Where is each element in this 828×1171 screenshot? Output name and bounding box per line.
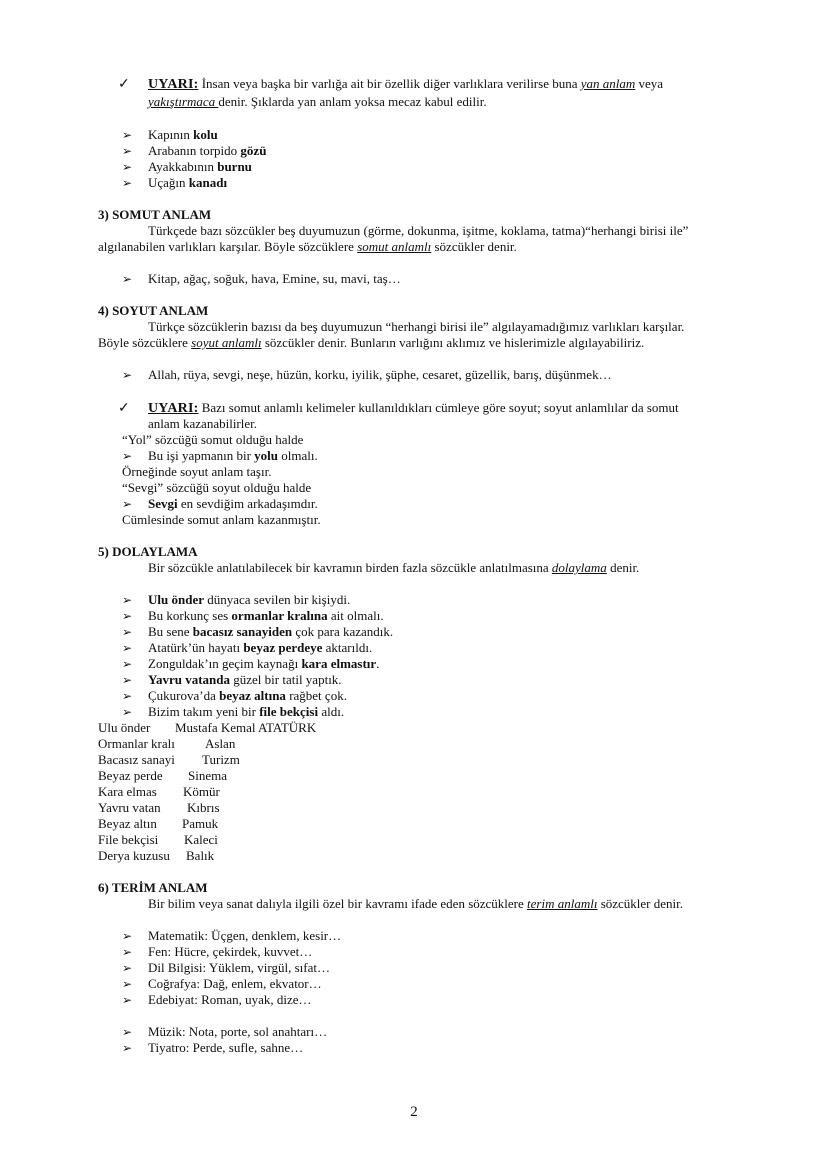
warning-text: veya (635, 76, 664, 91)
item-text: Arabanın torpido (148, 143, 241, 158)
term-somut-anlamli: somut anlamlı (357, 239, 432, 254)
item-bold: file bekçisi (259, 704, 319, 719)
paragraph-text: denir. (606, 560, 640, 575)
item-text: ait olmalı. (327, 608, 384, 623)
item-bold: bacasız sanayiden (192, 624, 293, 639)
pair-row (98, 720, 317, 736)
paragraph-line: Türkçe sözcüklerin bazısı da beş duyumuzun “herhangi birisi ile” algılayamadığımız varlıkları karşılar. (148, 319, 685, 334)
term-yan-anlam: yan anlam (580, 76, 636, 91)
term-yakistirmaca: yakıştırmaca (148, 94, 219, 109)
pair-term: Beyaz altın (98, 816, 157, 831)
list-item (148, 592, 350, 608)
pair-term: Derya kuzusu (98, 848, 170, 863)
paragraph-text: sözcükler denir. Bunların varlığını aklımız ve hislerimizle algılayabiliriz. (261, 335, 645, 350)
warning-text: İnsan veya başka bir varlığa ait bir özellik diğer varlıklara verilirse buna (198, 76, 581, 91)
list-item: Müzik: Nota, porte, sol anahtarı… (148, 1024, 328, 1039)
list-item (148, 143, 266, 159)
item-text: . (376, 656, 380, 671)
arrow-bullet-icon: ➢ (122, 272, 133, 286)
item-text: rağbet çok. (285, 688, 347, 703)
section-heading-terim: 6) TERİM ANLAM (98, 880, 208, 895)
paragraph-text: sözcükler denir. (597, 896, 684, 911)
paragraph-line (98, 239, 517, 255)
arrow-bullet-icon: ➢ (122, 673, 133, 687)
item-text: Atatürk’ün hayatı (148, 640, 244, 655)
paragraph-text: Bir bilim veya sanat dalıyla ilgili özel bir kavramı ifade eden sözcüklere (148, 896, 528, 911)
list-item (148, 688, 347, 704)
item-text: Bu işi yapmanın bir (148, 448, 255, 463)
pair-meaning: Pamuk (182, 816, 219, 831)
pair-meaning: Kömür (183, 784, 220, 799)
pair-row (98, 832, 218, 848)
section-heading-somut: 3) SOMUT ANLAM (98, 207, 212, 222)
item-text: Uçağın (148, 175, 189, 190)
item-text: en sevdiğim arkadaşımdır. (177, 496, 318, 511)
arrow-bullet-icon: ➢ (122, 977, 133, 991)
arrow-bullet-icon: ➢ (122, 993, 133, 1007)
example-intro: “Yol” sözcüğü somut olduğu halde (122, 432, 304, 447)
paragraph-text: Böyle sözcüklere (98, 335, 192, 350)
item-text: Bizim takım yeni bir (148, 704, 260, 719)
list-item: Kitap, ağaç, soğuk, hava, Emine, su, mavi, taş… (148, 271, 401, 286)
pair-row (98, 816, 219, 832)
arrow-bullet-icon: ➢ (122, 929, 133, 943)
item-text: Bu sene (148, 624, 193, 639)
arrow-bullet-icon: ➢ (122, 160, 133, 174)
list-item: Matematik: Üçgen, denklem, kesir… (148, 928, 342, 943)
arrow-bullet-icon: ➢ (122, 945, 133, 959)
paragraph-line (148, 560, 639, 576)
item-bold: beyaz perdeye (243, 640, 323, 655)
page-number: 2 (410, 1104, 418, 1120)
list-item (148, 496, 318, 512)
item-text: Çukurova’da (148, 688, 220, 703)
list-item (148, 448, 318, 464)
example-note: Örneğinde soyut anlam taşır. (122, 464, 272, 479)
item-bold: kara elmastır (301, 656, 377, 671)
item-text: olmalı. (278, 448, 318, 463)
item-bold: yolu (254, 448, 279, 463)
list-item (148, 608, 384, 624)
pair-meaning: Aslan (205, 736, 236, 751)
arrow-bullet-icon: ➢ (122, 1041, 133, 1055)
warning-text-line2: anlam kazanabilirler. (148, 416, 258, 431)
pair-row (98, 800, 220, 816)
list-item: Edebiyat: Roman, uyak, dize… (148, 992, 312, 1007)
arrow-bullet-icon: ➢ (122, 961, 133, 975)
item-bold: kolu (193, 127, 218, 142)
pair-term: Bacasız sanayi (98, 752, 175, 767)
arrow-bullet-icon: ➢ (122, 705, 133, 719)
section-heading-soyut: 4) SOYUT ANLAM (98, 303, 209, 318)
paragraph-text: sözcükler denir. (431, 239, 517, 254)
warning-text: denir. Şıklarda yan anlam yoksa mecaz kabul edilir. (218, 94, 487, 109)
list-item (148, 672, 342, 688)
item-bold: ormanlar kralına (231, 608, 328, 623)
term-dolaylama: dolaylama (551, 560, 607, 575)
section-heading-dolaylama: 5) DOLAYLAMA (98, 544, 198, 559)
list-item: Fen: Hücre, çekirdek, kuvvet… (148, 944, 313, 959)
checkmark-icon: ✓ (118, 401, 130, 416)
pair-meaning: Kaleci (184, 832, 218, 847)
item-bold: Yavru vatanda (148, 672, 230, 687)
item-bold: beyaz altına (219, 688, 286, 703)
arrow-bullet-icon: ➢ (122, 689, 133, 703)
pair-term: Ulu önder (98, 720, 151, 735)
pair-row (98, 848, 215, 864)
warning-yan-anlam (118, 76, 663, 93)
list-item (148, 127, 218, 143)
paragraph-line: Türkçede bazı sözcükler beş duyumuzun (görme, dokunma, işitme, koklama, tatma)“herhangi birisi ile” (148, 223, 689, 238)
list-item (148, 656, 379, 672)
item-text: dünyaca sevilen bir kişiydi. (203, 592, 351, 607)
warning-somut-soyut (118, 400, 679, 417)
arrow-bullet-icon: ➢ (122, 128, 133, 142)
paragraph-line (98, 335, 644, 351)
term-terim-anlamli: terim anlamlı (527, 896, 598, 911)
item-bold: Ulu önder (148, 592, 204, 607)
checkmark-icon: ✓ (118, 77, 130, 92)
paragraph-text: Bir sözcükle anlatılabilecek bir kavramın birden fazla sözcükle anlatılmasına (148, 560, 552, 575)
list-item: Coğrafya: Dağ, enlem, ekvator… (148, 976, 322, 991)
example-intro: “Sevgi” sözcüğü soyut olduğu halde (122, 480, 312, 495)
pair-term: Ormanlar kralı (98, 736, 175, 751)
pair-meaning: Balık (186, 848, 215, 863)
list-item (148, 640, 372, 656)
arrow-bullet-icon: ➢ (122, 609, 133, 623)
pair-term: File bekçisi (98, 832, 159, 847)
list-item (148, 624, 393, 640)
item-text: çok para kazandık. (292, 624, 394, 639)
pair-meaning: Mustafa Kemal ATATÜRK (175, 720, 317, 735)
list-item: Tiyatro: Perde, sufle, sahne… (148, 1040, 304, 1055)
arrow-bullet-icon: ➢ (122, 449, 133, 463)
pair-row (98, 736, 236, 752)
pair-term: Beyaz perde (98, 768, 163, 783)
list-item (148, 704, 344, 720)
list-item: Allah, rüya, sevgi, neşe, hüzün, korku, iyilik, şüphe, cesaret, güzellik, barış, düşünmek… (148, 367, 612, 382)
item-text: Bu korkunç ses (148, 608, 232, 623)
item-text: Kapının (148, 127, 194, 142)
arrow-bullet-icon: ➢ (122, 1025, 133, 1039)
pair-term: Yavru vatan (98, 800, 161, 815)
arrow-bullet-icon: ➢ (122, 368, 133, 382)
pair-meaning: Sinema (188, 768, 227, 783)
warning-text-line2 (148, 94, 487, 110)
item-bold: burnu (217, 159, 252, 174)
list-item (148, 159, 252, 175)
arrow-bullet-icon: ➢ (122, 657, 133, 671)
pair-meaning: Kıbrıs (187, 800, 220, 815)
arrow-bullet-icon: ➢ (122, 641, 133, 655)
pair-meaning: Turizm (202, 752, 240, 767)
pair-row (98, 752, 240, 768)
warning-title: UYARI: (148, 401, 199, 416)
pair-row (98, 784, 220, 800)
paragraph-line (148, 896, 683, 912)
arrow-bullet-icon: ➢ (122, 625, 133, 639)
item-text: aktarıldı. (322, 640, 373, 655)
item-bold: Sevgi (148, 496, 178, 511)
item-text: Zonguldak’ın geçim kaynağı (148, 656, 302, 671)
warning-title: UYARI: (148, 77, 199, 92)
item-bold: gözü (240, 143, 267, 158)
term-soyut-anlamli: soyut anlamlı (191, 335, 262, 350)
arrow-bullet-icon: ➢ (122, 593, 133, 607)
arrow-bullet-icon: ➢ (122, 176, 133, 190)
list-item (148, 175, 227, 191)
arrow-bullet-icon: ➢ (122, 144, 133, 158)
item-text: güzel bir tatil yaptık. (230, 672, 342, 687)
pair-row (98, 768, 227, 784)
item-text: aldı. (318, 704, 345, 719)
example-note: Cümlesinde somut anlam kazanmıştır. (122, 512, 321, 527)
list-item: Dil Bilgisi: Yüklem, virgül, sıfat… (148, 960, 330, 975)
pair-term: Kara elmas (98, 784, 157, 799)
arrow-bullet-icon: ➢ (122, 497, 133, 511)
warning-text: Bazı somut anlamlı kelimeler kullanıldıkları cümleye göre soyut; soyut anlamlılar da somut (198, 400, 679, 415)
item-text: Ayakkabının (148, 159, 218, 174)
item-bold: kanadı (188, 175, 228, 190)
paragraph-text: algılanabilen varlıkları karşılar. Böyle sözcüklere (98, 239, 358, 254)
